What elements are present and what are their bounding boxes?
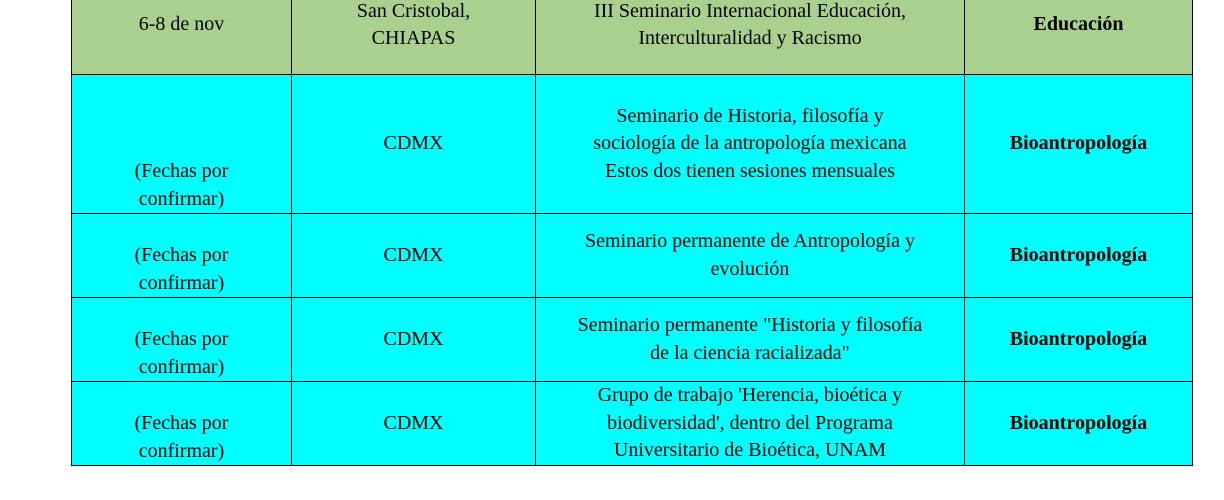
- event-cell: III Seminario Internacional Educación, Interculturalidad y Racismo: [536, 0, 965, 75]
- place-cell: CDMX: [292, 214, 536, 298]
- table-row: [72, 214, 1193, 298]
- event-cell: Seminario de Historia, filosofía y sociología de la antropología mexicana Estos dos tienen sesiones mensuales: [536, 75, 965, 214]
- table-row: [72, 75, 1193, 214]
- place-cell: San Cristobal, CHIAPAS: [292, 0, 536, 75]
- date-cell: (Fechas por confirmar): [72, 298, 292, 382]
- area-cell: Bioantropología: [965, 214, 1193, 298]
- area-cell: Bioantropología: [965, 75, 1193, 214]
- date-cell: (Fechas por confirmar): [72, 382, 292, 466]
- place-cell: CDMX: [292, 298, 536, 382]
- event-cell: Grupo de trabajo 'Herencia, bioética y biodiversidad', dentro del Programa Universitario de Bioética, UNAM: [536, 382, 965, 466]
- table-row: [72, 382, 1193, 466]
- area-cell: Bioantropología: [965, 298, 1193, 382]
- event-cell: Seminario permanente de Antropología y evolución: [536, 214, 965, 298]
- place-cell: CDMX: [292, 382, 536, 466]
- table-row: [72, 0, 1193, 75]
- area-cell: Educación: [965, 0, 1193, 75]
- place-cell: CDMX: [292, 75, 536, 214]
- events-table: [71, 0, 1193, 466]
- table-row: [72, 298, 1193, 382]
- area-cell: Bioantropología: [965, 382, 1193, 466]
- event-cell: Seminario permanente "Historia y filosofía de la ciencia racializada": [536, 298, 965, 382]
- date-cell: (Fechas por confirmar): [72, 75, 292, 214]
- date-cell: 6-8 de nov: [72, 0, 292, 75]
- date-cell: (Fechas por confirmar): [72, 214, 292, 298]
